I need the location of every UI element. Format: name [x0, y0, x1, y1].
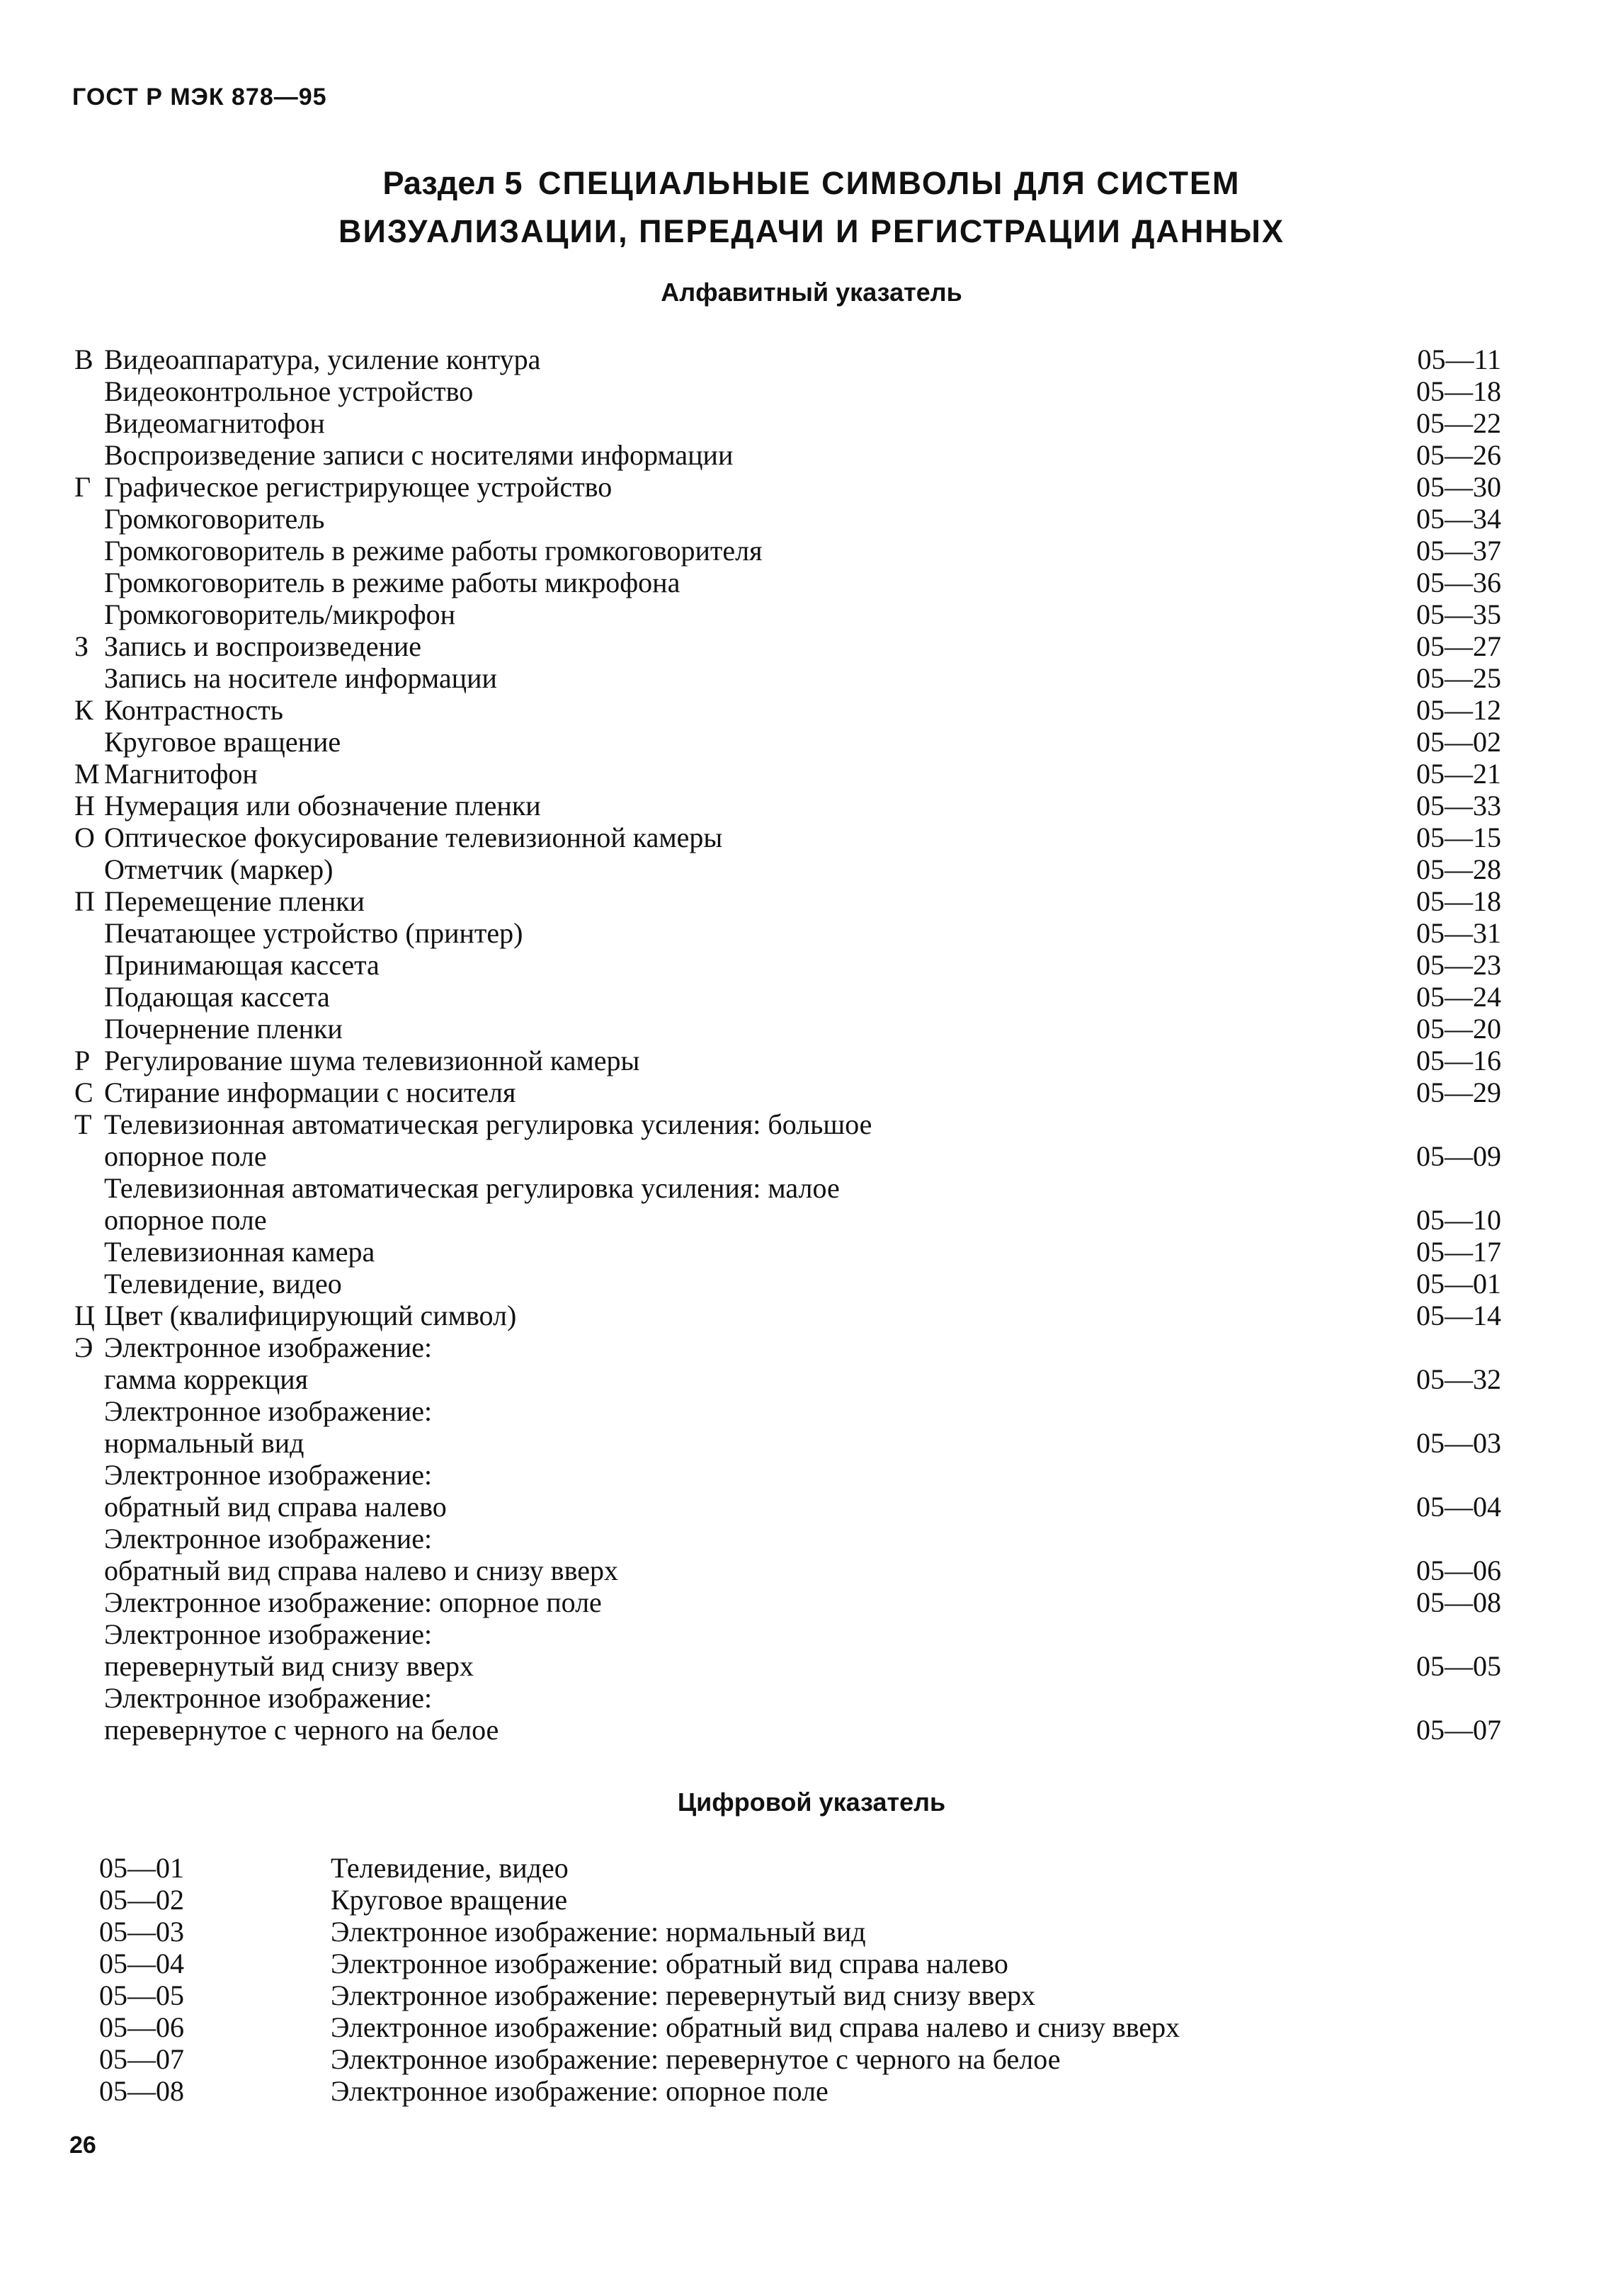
index-term: Видеомагнитофон	[104, 407, 325, 439]
alpha-index-row	[74, 694, 1501, 726]
symbol-code: 05—01	[99, 1852, 184, 1884]
alpha-index-row	[74, 1331, 1501, 1363]
symbol-code: 05—20	[1416, 1013, 1501, 1045]
symbol-code: 05—31	[1416, 917, 1501, 949]
section-title-line-1	[0, 159, 1623, 208]
symbol-code: 05—37	[1416, 535, 1501, 567]
section-title-line-2: ВИЗУАЛИЗАЦИИ, ПЕРЕДАЧИ И РЕГИСТРАЦИИ ДАННЫХ	[338, 213, 1285, 249]
index-term: Круговое вращение	[331, 1884, 568, 1916]
alpha-index-row	[74, 1682, 1501, 1714]
index-term: Громкоговоритель/микрофон	[104, 598, 456, 630]
symbol-code: 05—35	[1416, 598, 1501, 630]
index-term: перевернутое с черного на белое	[104, 1714, 499, 1746]
index-term: Регулирование шума телевизионной камеры	[104, 1045, 640, 1076]
index-letter: С	[74, 1076, 93, 1108]
index-term: Оптическое фокусирование телевизионной камеры	[104, 822, 723, 853]
alphabetical-index-heading: Алфавитный указатель	[661, 278, 962, 307]
symbol-code: 05—24	[1416, 981, 1501, 1013]
numeric-index-row	[99, 1852, 1289, 1884]
index-term: Электронное изображение: обратный вид справа налево и снизу вверх	[331, 2011, 1180, 2043]
index-letter: В	[74, 343, 93, 375]
index-letter: Н	[74, 790, 95, 822]
symbol-code: 05—25	[1416, 662, 1501, 694]
alpha-index-row	[74, 1108, 1501, 1140]
symbol-code: 05—08	[99, 2075, 184, 2107]
section-title-text-1: СПЕЦИАЛЬНЫЕ СИМВОЛЫ ДЛЯ СИСТЕМ	[538, 165, 1241, 201]
symbol-code: 05—02	[99, 1884, 184, 1916]
index-term: Контрастность	[104, 694, 283, 726]
symbol-code: 05—10	[1416, 1204, 1501, 1236]
index-term: Воспроизведение записи с носителями информации	[104, 439, 734, 471]
symbol-code: 05—09	[1416, 1140, 1501, 1172]
numeric-index-row	[99, 2011, 1289, 2043]
symbol-code: 05—27	[1416, 630, 1501, 662]
index-letter: Т	[74, 1108, 92, 1140]
index-term: Почернение пленки	[104, 1013, 343, 1045]
section-prefix: Раздел 5	[382, 165, 523, 201]
numeric-index-row	[99, 1979, 1289, 2011]
symbol-code: 05—23	[1416, 949, 1501, 981]
symbol-code: 05—06	[1416, 1555, 1501, 1586]
index-term: обратный вид справа налево и снизу вверх	[104, 1555, 618, 1586]
index-term: Электронное изображение:	[104, 1618, 433, 1650]
index-letter: Э	[74, 1331, 93, 1363]
alpha-index-row	[74, 726, 1501, 758]
index-term: Электронное изображение: обратный вид справа налево	[331, 1948, 1008, 1979]
symbol-code: 05—05	[99, 1979, 184, 2011]
index-letter: З	[74, 630, 89, 662]
index-term: Громкоговоритель в режиме работы микрофона	[104, 567, 680, 598]
index-letter: М	[74, 758, 100, 790]
alpha-index-row	[74, 503, 1501, 535]
symbol-code: 05—32	[1416, 1363, 1501, 1395]
symbol-code: 05—08	[1416, 1586, 1501, 1618]
index-term: Телевидение, видео	[331, 1852, 569, 1884]
alpha-index-row	[74, 853, 1501, 885]
alpha-index-row	[74, 407, 1501, 439]
numeric-index-row	[99, 2075, 1289, 2107]
alpha-index-row	[74, 535, 1501, 567]
alpha-index-row	[74, 1395, 1501, 1427]
symbol-code: 05—05	[1416, 1650, 1501, 1682]
numeric-index-row	[99, 1916, 1289, 1948]
alpha-index-row	[74, 885, 1501, 917]
alpha-index-row	[74, 471, 1501, 503]
index-term: Громкоговоритель в режиме работы громкоговорителя	[104, 535, 763, 567]
symbol-code: 05—04	[1416, 1491, 1501, 1523]
index-term: Печатающее устройство (принтер)	[104, 917, 523, 949]
alpha-index-row	[74, 1045, 1501, 1076]
symbol-code: 05—12	[1416, 694, 1501, 726]
index-term: Перемещение пленки	[104, 885, 365, 917]
index-term: Электронное изображение: перевернутый вид снизу вверх	[331, 1979, 1036, 2011]
index-term: Магнитофон	[104, 758, 258, 790]
symbol-code: 05—07	[1416, 1714, 1501, 1746]
symbol-code: 05—02	[1416, 726, 1501, 758]
index-term: нормальный вид	[104, 1427, 304, 1459]
index-term: Запись на носителе информации	[104, 662, 497, 694]
alpha-index-row	[74, 1300, 1501, 1331]
symbol-code: 05—18	[1416, 375, 1501, 407]
index-term: Электронное изображение: опорное поле	[104, 1586, 602, 1618]
index-term: Телевизионная автоматическая регулировка усиления: малое	[104, 1172, 840, 1204]
index-term: Телевидение, видео	[104, 1268, 342, 1300]
page-number: 26	[69, 2132, 96, 2159]
index-term: Нумерация или обозначение пленки	[104, 790, 541, 822]
index-term: Принимающая кассета	[104, 949, 380, 981]
alpha-index-row	[74, 822, 1501, 853]
alpha-index-row	[74, 917, 1501, 949]
alpha-index-row	[74, 567, 1501, 598]
alphabetical-index-list	[74, 343, 1501, 1746]
alpha-index-row	[74, 1236, 1501, 1268]
index-letter: П	[74, 885, 95, 917]
index-term: Цвет (квалифицирующий символ)	[104, 1300, 517, 1331]
symbol-code: 05—03	[1416, 1427, 1501, 1459]
symbol-code: 05—36	[1416, 567, 1501, 598]
alpha-index-row	[74, 790, 1501, 822]
index-term: Подающая кассета	[104, 981, 330, 1013]
alpha-index-row	[74, 1714, 1501, 1746]
symbol-code: 05—07	[99, 2043, 184, 2075]
alpha-index-row	[74, 1555, 1501, 1586]
alpha-index-row	[74, 1523, 1501, 1555]
index-letter: К	[74, 694, 93, 726]
alpha-index-row	[74, 981, 1501, 1013]
section-title	[0, 159, 1623, 256]
page-header-standard: ГОСТ Р МЭК 878—95	[72, 84, 327, 110]
index-term: Телевизионная автоматическая регулировка усиления: большое	[104, 1108, 872, 1140]
index-term: Видеоаппаратура, усиление контура	[104, 343, 541, 375]
index-term: Электронное изображение:	[104, 1459, 433, 1491]
symbol-code: 05—33	[1416, 790, 1501, 822]
symbol-code: 05—06	[99, 2011, 184, 2043]
numeric-index-row	[99, 2043, 1289, 2075]
symbol-code: 05—29	[1416, 1076, 1501, 1108]
symbol-code: 05—34	[1416, 503, 1501, 535]
alpha-index-row	[74, 662, 1501, 694]
numeric-index-row	[99, 1884, 1289, 1916]
symbol-code: 05—15	[1416, 822, 1501, 853]
alpha-index-row	[74, 1586, 1501, 1618]
alpha-index-row	[74, 375, 1501, 407]
alpha-index-row	[74, 1076, 1501, 1108]
alpha-index-row	[74, 1363, 1501, 1395]
index-term: Электронное изображение:	[104, 1395, 433, 1427]
index-term: Телевизионная камера	[104, 1236, 375, 1268]
index-term: гамма коррекция	[104, 1363, 309, 1395]
symbol-code: 05—26	[1416, 439, 1501, 471]
index-term: опорное поле	[104, 1204, 267, 1236]
alpha-index-row	[74, 1268, 1501, 1300]
index-letter: Р	[74, 1045, 91, 1076]
symbol-code: 05—17	[1416, 1236, 1501, 1268]
index-term: Стирание информации с носителя	[104, 1076, 516, 1108]
alpha-index-row	[74, 439, 1501, 471]
index-term: Электронное изображение:	[104, 1523, 433, 1555]
index-term: Электронное изображение:	[104, 1331, 433, 1363]
numeric-index-heading: Цифровой указатель	[677, 1788, 946, 1817]
index-term: Отметчик (маркер)	[104, 853, 334, 885]
alpha-index-row	[74, 1650, 1501, 1682]
index-term: Запись и воспроизведение	[104, 630, 422, 662]
alpha-index-row	[74, 1140, 1501, 1172]
alpha-index-row	[74, 1204, 1501, 1236]
index-term: опорное поле	[104, 1140, 267, 1172]
symbol-code: 05—03	[99, 1916, 184, 1948]
index-term: Громкоговоритель	[104, 503, 325, 535]
index-term: Графическое регистрирующее устройство	[104, 471, 613, 503]
alpha-index-row	[74, 598, 1501, 630]
numeric-index-row	[99, 1948, 1289, 1979]
index-term: обратный вид справа налево	[104, 1491, 447, 1523]
index-term: Круговое вращение	[104, 726, 341, 758]
index-letter: Г	[74, 471, 91, 503]
symbol-code: 05—16	[1416, 1045, 1501, 1076]
index-letter: Ц	[74, 1300, 95, 1331]
index-letter: О	[74, 822, 95, 853]
symbol-code: 05—28	[1416, 853, 1501, 885]
symbol-code: 05—14	[1416, 1300, 1501, 1331]
alpha-index-row	[74, 1459, 1501, 1491]
symbol-code: 05—22	[1416, 407, 1501, 439]
index-term: перевернутый вид снизу вверх	[104, 1650, 474, 1682]
index-term: Электронное изображение: перевернутое с черного на белое	[331, 2043, 1061, 2075]
alpha-index-row	[74, 1172, 1501, 1204]
alpha-index-row	[74, 1013, 1501, 1045]
alpha-index-row	[74, 1427, 1501, 1459]
alpha-index-row	[74, 1618, 1501, 1650]
symbol-code: 05—04	[99, 1948, 184, 1979]
numeric-index-list	[99, 1852, 1289, 2107]
symbol-code: 05—21	[1416, 758, 1501, 790]
alpha-index-row	[74, 630, 1501, 662]
alpha-index-row	[74, 758, 1501, 790]
symbol-code: 05—01	[1416, 1268, 1501, 1300]
index-term: Электронное изображение:	[104, 1682, 433, 1714]
symbol-code: 05—11	[1417, 343, 1501, 375]
symbol-code: 05—18	[1416, 885, 1501, 917]
index-term: Электронное изображение: нормальный вид	[331, 1916, 866, 1948]
alpha-index-row	[74, 343, 1501, 375]
alpha-index-row	[74, 1491, 1501, 1523]
index-term: Видеоконтрольное устройство	[104, 375, 474, 407]
index-term: Электронное изображение: опорное поле	[331, 2075, 828, 2107]
symbol-code: 05—30	[1416, 471, 1501, 503]
alpha-index-row	[74, 949, 1501, 981]
